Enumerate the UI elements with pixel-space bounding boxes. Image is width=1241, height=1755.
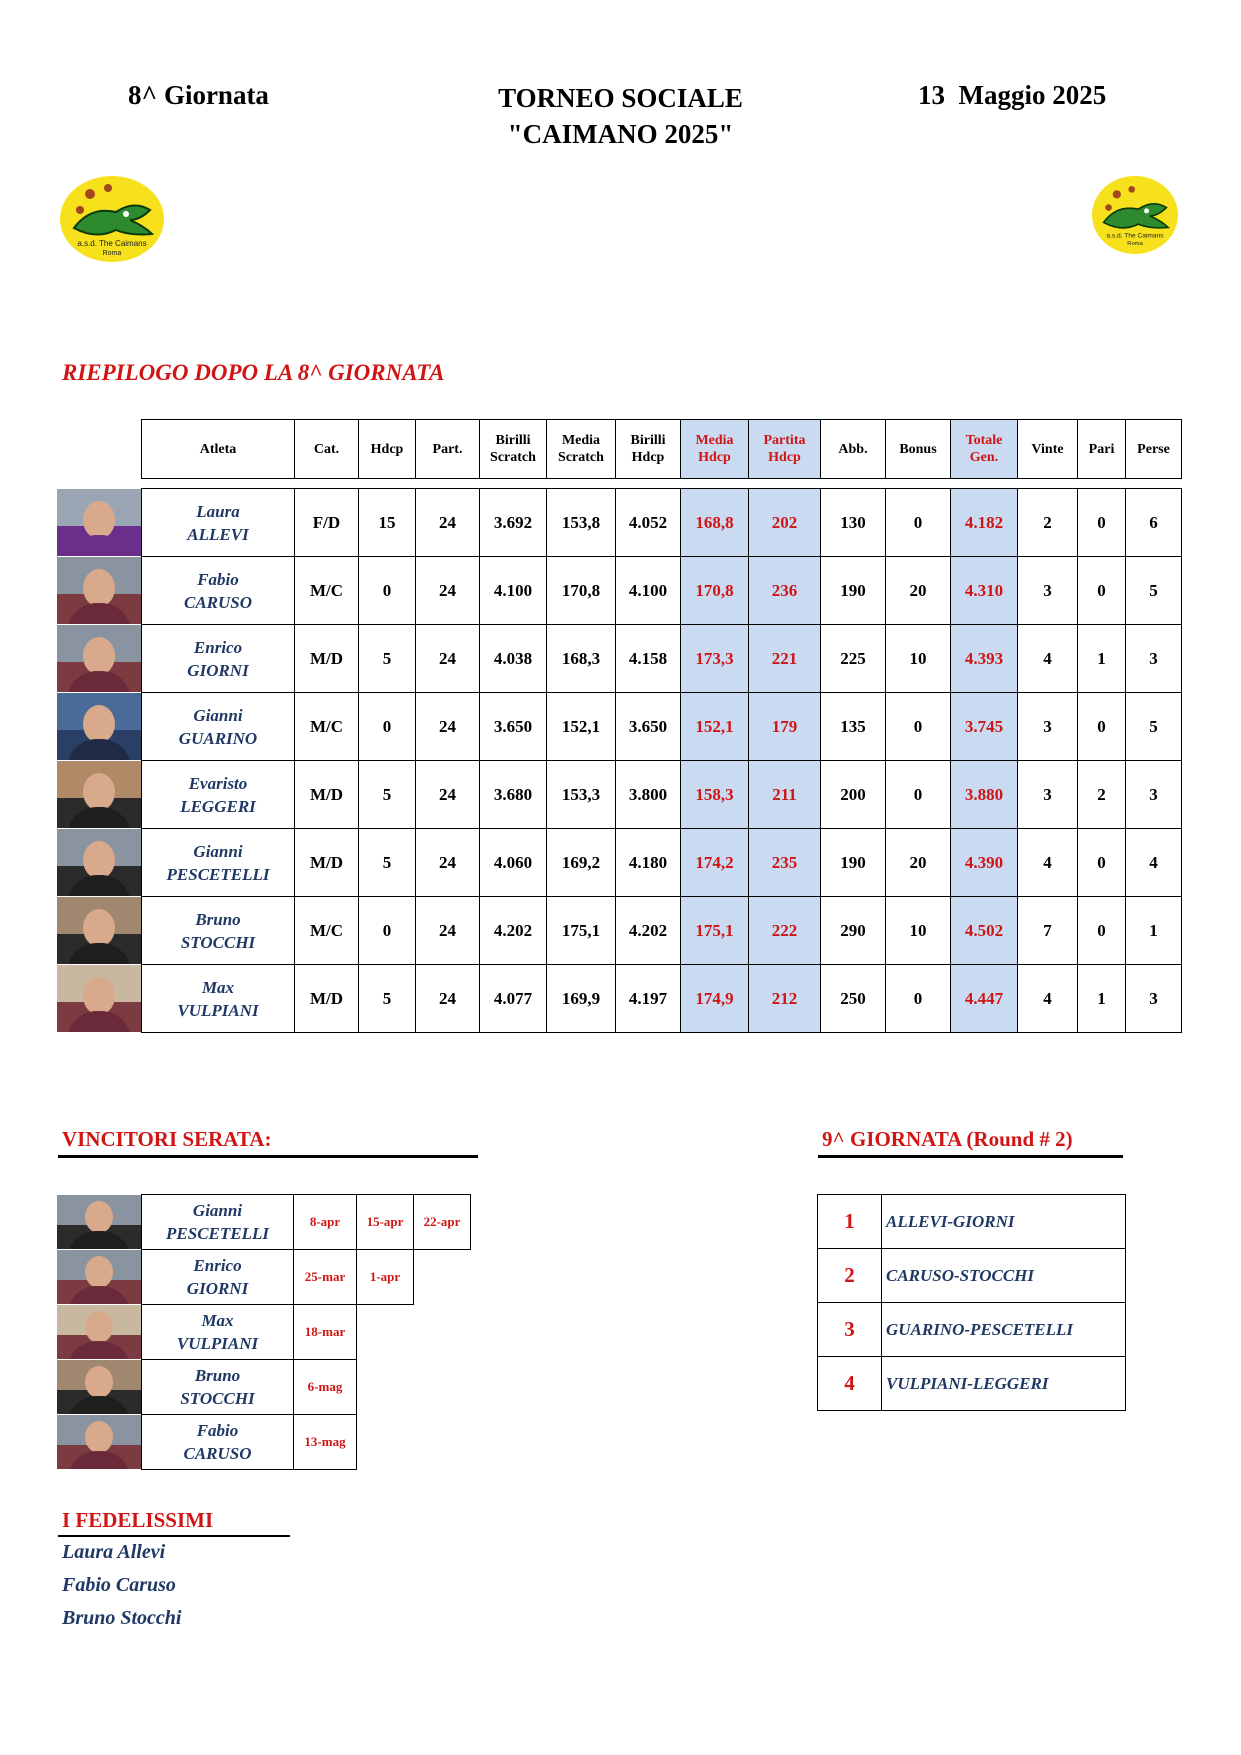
cell-cat: M/C (295, 557, 359, 625)
cell-birilli-scratch: 4.202 (480, 897, 547, 965)
cell-hdcp: 0 (359, 897, 416, 965)
cell-cat: M/D (295, 761, 359, 829)
col-bonus: Bonus (886, 420, 951, 479)
cell-pari: 0 (1078, 897, 1126, 965)
cell-totale: 4.447 (951, 965, 1018, 1033)
player-name: Max VULPIANI (142, 965, 295, 1033)
list-item: Bruno Stocchi (62, 1607, 182, 1629)
cell-vinte: 7 (1018, 897, 1078, 965)
cell-media-hdcp: 168,8 (681, 489, 749, 557)
col-media-hdcp: Media Hdcp (681, 420, 749, 479)
avatar (57, 1195, 141, 1249)
cell-cat: M/C (295, 897, 359, 965)
cell-perse: 3 (1126, 625, 1182, 693)
winner-date: 25-mar (294, 1250, 357, 1305)
cell-part: 24 (416, 693, 480, 761)
table-row (57, 829, 1182, 897)
player-name: Fabio CARUSO (142, 557, 295, 625)
cell-abb: 250 (821, 965, 886, 1033)
winner-date: 6-mag (294, 1360, 357, 1415)
match-number: 3 (818, 1303, 882, 1357)
player-name: Gianni PESCETELLI (142, 829, 295, 897)
avatar (57, 1305, 141, 1359)
cell-partita-hdcp: 235 (749, 829, 821, 897)
col-pari: Pari (1078, 420, 1126, 479)
avatar (57, 1360, 141, 1414)
cell-cat: M/D (295, 625, 359, 693)
table-row (818, 1249, 1126, 1303)
fedelissimi-underline (58, 1535, 290, 1537)
col-partita-hdcp: Partita Hdcp (749, 420, 821, 479)
cell-media-scratch: 153,3 (547, 761, 616, 829)
cell-abb: 190 (821, 829, 886, 897)
table-row (57, 1415, 471, 1470)
logo-text-1: a.s.d. The Caimans (1106, 232, 1164, 240)
avatar (57, 625, 141, 692)
cell-perse: 3 (1126, 965, 1182, 1033)
cell-abb: 130 (821, 489, 886, 557)
winners-title: VINCITORI SERATA: (62, 1127, 272, 1151)
table-row (57, 965, 1182, 1033)
table-row (57, 761, 1182, 829)
cell-partita-hdcp: 221 (749, 625, 821, 693)
table-row (57, 625, 1182, 693)
cell-abb: 190 (821, 557, 886, 625)
cell-media-hdcp: 173,3 (681, 625, 749, 693)
winner-name: Fabio CARUSO (142, 1415, 294, 1470)
winner-date: 1-apr (357, 1250, 414, 1305)
player-name: Evaristo LEGGERI (142, 761, 295, 829)
avatar (57, 829, 141, 896)
title-line-1: TORNEO SOCIALE (498, 83, 743, 113)
cell-media-scratch: 169,2 (547, 829, 616, 897)
cell-partita-hdcp: 202 (749, 489, 821, 557)
cell-media-scratch: 170,8 (547, 557, 616, 625)
cell-pari: 0 (1078, 829, 1126, 897)
cell-birilli-hdcp: 4.180 (616, 829, 681, 897)
cell-media-scratch: 152,1 (547, 693, 616, 761)
col-birilli-scratch: Birilli Scratch (480, 420, 547, 479)
cell-media-scratch: 169,9 (547, 965, 616, 1033)
avatar (57, 489, 141, 556)
cell-bonus: 0 (886, 965, 951, 1033)
cell-birilli-scratch: 3.680 (480, 761, 547, 829)
cell-cat: F/D (295, 489, 359, 557)
cell-perse: 3 (1126, 761, 1182, 829)
cell-totale: 4.390 (951, 829, 1018, 897)
cell-perse: 4 (1126, 829, 1182, 897)
avatar (57, 557, 141, 624)
cell-vinte: 4 (1018, 829, 1078, 897)
cell-hdcp: 5 (359, 625, 416, 693)
cell-media-scratch: 168,3 (547, 625, 616, 693)
cell-bonus: 0 (886, 693, 951, 761)
cell-totale: 4.393 (951, 625, 1018, 693)
cell-media-scratch: 153,8 (547, 489, 616, 557)
col-birilli-hdcp: Birilli Hdcp (616, 420, 681, 479)
cell-bonus: 20 (886, 829, 951, 897)
col-totale: Totale Gen. (951, 420, 1018, 479)
logo-text-2: Roma (1127, 240, 1143, 247)
cell-media-hdcp: 152,1 (681, 693, 749, 761)
cell-perse: 6 (1126, 489, 1182, 557)
cell-vinte: 3 (1018, 693, 1078, 761)
cell-bonus: 0 (886, 761, 951, 829)
cell-partita-hdcp: 236 (749, 557, 821, 625)
cell-birilli-hdcp: 4.100 (616, 557, 681, 625)
winner-name: Max VULPIANI (142, 1305, 294, 1360)
winners-underline (58, 1155, 478, 1158)
cell-pari: 0 (1078, 693, 1126, 761)
logo-text-1: a.s.d. The Caimans (77, 239, 147, 248)
cell-pari: 0 (1078, 557, 1126, 625)
cell-pari: 1 (1078, 965, 1126, 1033)
winner-date: 15-apr (357, 1195, 414, 1250)
cell-vinte: 3 (1018, 761, 1078, 829)
match-pair: CARUSO-STOCCHI (882, 1249, 1126, 1303)
logo-text-2: Roma (102, 250, 122, 257)
standings-table (57, 419, 1182, 1033)
cell-abb: 200 (821, 761, 886, 829)
avatar (57, 1250, 141, 1304)
cell-vinte: 4 (1018, 625, 1078, 693)
next-round-table (817, 1194, 1126, 1411)
match-number: 4 (818, 1357, 882, 1411)
cell-birilli-scratch: 4.077 (480, 965, 547, 1033)
cell-totale: 3.745 (951, 693, 1018, 761)
cell-birilli-scratch: 4.038 (480, 625, 547, 693)
cell-totale: 4.310 (951, 557, 1018, 625)
table-row (818, 1195, 1126, 1249)
summary-title: RIEPILOGO DOPO LA 8^ GIORNATA (62, 360, 445, 385)
cell-abb: 135 (821, 693, 886, 761)
cell-bonus: 20 (886, 557, 951, 625)
col-media-scratch: Media Scratch (547, 420, 616, 479)
match-number: 2 (818, 1249, 882, 1303)
cell-partita-hdcp: 211 (749, 761, 821, 829)
match-number: 1 (818, 1195, 882, 1249)
winner-name: Bruno STOCCHI (142, 1360, 294, 1415)
cell-hdcp: 0 (359, 693, 416, 761)
next-round-title: 9^ GIORNATA (Round # 2) (822, 1127, 1073, 1151)
col-hdcp: Hdcp (359, 420, 416, 479)
match-pair: VULPIANI-LEGGERI (882, 1357, 1126, 1411)
col-vinte: Vinte (1018, 420, 1078, 479)
standings-header-row (57, 420, 1182, 479)
table-row (57, 1305, 471, 1360)
cell-bonus: 10 (886, 625, 951, 693)
table-row (57, 1360, 471, 1415)
col-part: Part. (416, 420, 480, 479)
table-row (57, 693, 1182, 761)
cell-birilli-scratch: 3.692 (480, 489, 547, 557)
winners-table (57, 1194, 471, 1470)
avatar (57, 761, 141, 828)
cell-birilli-hdcp: 3.800 (616, 761, 681, 829)
club-logo-left (60, 176, 164, 262)
cell-perse: 5 (1126, 693, 1182, 761)
round-label: 8^ Giornata (128, 80, 269, 110)
cell-birilli-hdcp: 4.158 (616, 625, 681, 693)
cell-part: 24 (416, 965, 480, 1033)
cell-birilli-hdcp: 3.650 (616, 693, 681, 761)
cell-part: 24 (416, 625, 480, 693)
col-cat: Cat. (295, 420, 359, 479)
winner-name: Gianni PESCETELLI (142, 1195, 294, 1250)
cell-cat: M/C (295, 693, 359, 761)
winner-date: 18-mar (294, 1305, 357, 1360)
table-row (57, 1195, 471, 1250)
winner-date: 13-mag (294, 1415, 357, 1470)
avatar (57, 897, 141, 964)
col-perse: Perse (1126, 420, 1182, 479)
cell-birilli-scratch: 4.060 (480, 829, 547, 897)
cell-hdcp: 5 (359, 965, 416, 1033)
cell-vinte: 3 (1018, 557, 1078, 625)
cell-totale: 4.182 (951, 489, 1018, 557)
cell-media-hdcp: 175,1 (681, 897, 749, 965)
cell-vinte: 2 (1018, 489, 1078, 557)
winner-date: 8-apr (294, 1195, 357, 1250)
player-name: Bruno STOCCHI (142, 897, 295, 965)
cell-bonus: 0 (886, 489, 951, 557)
title-line-2: "CAIMANO 2025" (507, 119, 734, 149)
table-row (57, 557, 1182, 625)
cell-birilli-scratch: 3.650 (480, 693, 547, 761)
list-item: Fabio Caruso (62, 1574, 176, 1596)
cell-cat: M/D (295, 965, 359, 1033)
cell-pari: 0 (1078, 489, 1126, 557)
cell-birilli-hdcp: 4.197 (616, 965, 681, 1033)
cell-hdcp: 15 (359, 489, 416, 557)
cell-totale: 4.502 (951, 897, 1018, 965)
cell-part: 24 (416, 489, 480, 557)
crocodile-icon (1092, 176, 1178, 254)
cell-partita-hdcp: 222 (749, 897, 821, 965)
cell-media-scratch: 175,1 (547, 897, 616, 965)
match-pair: GUARINO-PESCETELLI (882, 1303, 1126, 1357)
avatar (57, 965, 141, 1032)
winner-name: Enrico GIORNI (142, 1250, 294, 1305)
player-name: Laura ALLEVI (142, 489, 295, 557)
cell-birilli-hdcp: 4.052 (616, 489, 681, 557)
winner-date: 22-apr (414, 1195, 471, 1250)
cell-vinte: 4 (1018, 965, 1078, 1033)
cell-perse: 5 (1126, 557, 1182, 625)
cell-perse: 1 (1126, 897, 1182, 965)
club-logo-right (1092, 176, 1178, 254)
cell-part: 24 (416, 897, 480, 965)
table-row (57, 489, 1182, 557)
cell-birilli-scratch: 4.100 (480, 557, 547, 625)
cell-media-hdcp: 174,9 (681, 965, 749, 1033)
cell-media-hdcp: 174,2 (681, 829, 749, 897)
table-row (57, 897, 1182, 965)
cell-totale: 3.880 (951, 761, 1018, 829)
avatar (57, 693, 141, 760)
cell-abb: 225 (821, 625, 886, 693)
cell-pari: 2 (1078, 761, 1126, 829)
cell-hdcp: 5 (359, 829, 416, 897)
cell-part: 24 (416, 761, 480, 829)
list-item: Laura Allevi (62, 1541, 166, 1563)
date-label: 13 Maggio 2025 (918, 80, 1107, 110)
player-name: Gianni GUARINO (142, 693, 295, 761)
cell-birilli-hdcp: 4.202 (616, 897, 681, 965)
table-row (57, 1250, 471, 1305)
cell-hdcp: 0 (359, 557, 416, 625)
next-round-underline (818, 1155, 1123, 1158)
match-pair: ALLEVI-GIORNI (882, 1195, 1126, 1249)
cell-part: 24 (416, 829, 480, 897)
cell-abb: 290 (821, 897, 886, 965)
fedelissimi-title: I FEDELISSIMI (62, 1508, 214, 1532)
cell-media-hdcp: 170,8 (681, 557, 749, 625)
table-row (818, 1303, 1126, 1357)
table-row (818, 1357, 1126, 1411)
cell-partita-hdcp: 212 (749, 965, 821, 1033)
avatar (57, 1415, 141, 1469)
col-abb: Abb. (821, 420, 886, 479)
player-name: Enrico GIORNI (142, 625, 295, 693)
cell-pari: 1 (1078, 625, 1126, 693)
cell-part: 24 (416, 557, 480, 625)
crocodile-icon (60, 176, 164, 262)
cell-hdcp: 5 (359, 761, 416, 829)
cell-media-hdcp: 158,3 (681, 761, 749, 829)
cell-bonus: 10 (886, 897, 951, 965)
col-atleta: Atleta (142, 420, 295, 479)
cell-cat: M/D (295, 829, 359, 897)
cell-partita-hdcp: 179 (749, 693, 821, 761)
